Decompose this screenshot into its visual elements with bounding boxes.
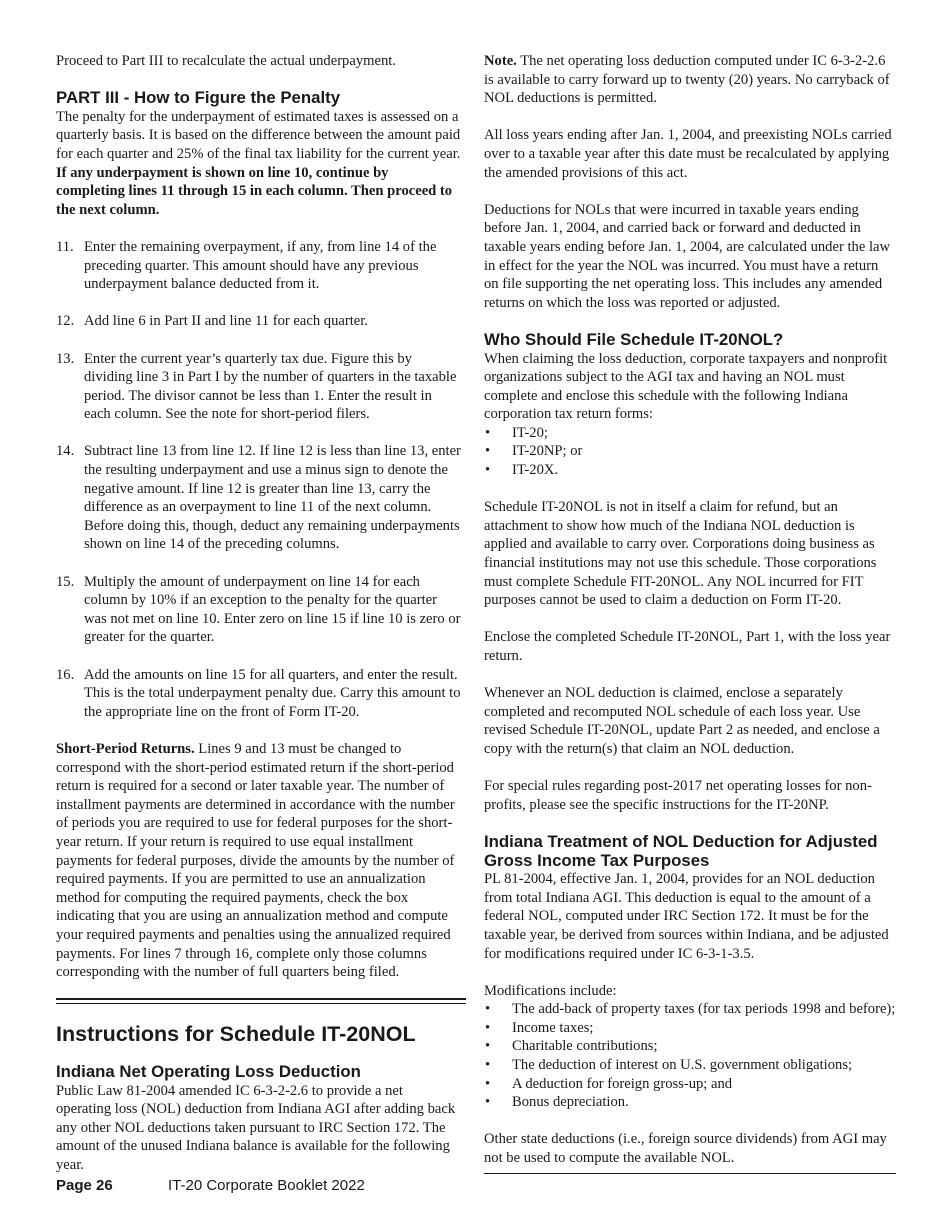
step-item: 15. Multiply the amount of underpayment on line 14 for each column by 10% if an exception to the penalty for the quarter was not met on line 10. Enter zero on line 15 if line 10 is zero or greater for the quarter. [56,573,461,646]
nol-instructions-section [56,1021,461,1175]
who-should-file-paragraph: When claiming the loss deduction, corporate taxpayers and nonprofit organizations subject to the AGI tax and having an NOL must complete and enclose this schedule with the following Indiana corporation tax return forms: [484,350,888,423]
step-list [56,238,461,721]
list-item: • A deduction for foreign gross-up; and [485,1075,733,1092]
form-list [484,424,896,480]
nol-heading: Indiana Net Operating Loss Deduction [56,1062,361,1081]
whenever-paragraph: Whenever an NOL deduction is claimed, enclose a separately completed and recomputed NOL schedule of each loss year. Use revised Schedule IT-20NOL, update Part 2 as needed, and enclose a copy with the return(s) that claim an NOL deduction. [484,685,880,757]
note-lead: Note. [484,53,517,69]
short-period-lead: Short-Period Returns. [56,740,195,757]
list-item: • Charitable contributions; [485,1038,658,1055]
left-column [56,52,461,982]
short-period-paragraph: Short-Period Returns. Lines 9 and 13 must be changed to correspond with the short-period estimated return if the short-period return is required for a second or later taxable year. The number of installment payments are determined in accordance with the number of periods you are required to use for federal purposes for the short-year return. If your return is required to use equal installment payments for federal purposes, divide the amounts by the number of required payments. If you are permitted to use an annualization method for computing the required payments, check the box indicating that you are using an annualization method and compute your required payments and penalties using the annualized required payments. For lines 7 through 16, complete only those columns corresponding with the number of full quarters being filed. [56,740,455,981]
page-footer [56,1177,365,1195]
list-item: • Income taxes; [485,1019,594,1036]
schedule-paragraph: Schedule IT-20NOL is not in itself a claim for refund, but an attachment to show how much of the Indiana NOL deduction is applied and available to carry over. Corporations doing business as financial institutions may not use this schedule. Those corporations must complete Schedule FIT-20NOL. Any NOL incurred for FIT purposes cannot be used to claim a deduction on Form IT-20. [484,499,877,609]
intro-text: Proceed to Part III to recalculate the actual underpayment. [56,53,396,69]
who-should-file-heading: Who Should File Schedule IT-20NOL? [484,329,784,349]
deductions-paragraph: Deductions for NOLs that were incurred in taxable years ending before Jan. 1, 2004, and carried back or forward and deducted in taxable years ending before Jan. 1, 2004, are calculated under the law in effect for the year the NOL was incurred. You must have a return on file supporting the net operating loss. This includes any amended returns on which the loss was reported or adjusted. [484,201,891,311]
list-item: • IT-20NP; or [485,443,583,460]
page-number: Page 26 [56,1177,113,1194]
footer-rule [484,1173,896,1174]
part3-paragraph: The penalty for the underpayment of estimated taxes is assessed on a quarterly basis. It is based on the difference between the amount paid for each quarter and 25% of the final tax liability for the current year. If any underpayment is shown on line 10, continue by completing lines 11 through 15 in each column. Then proceed to the next column. [56,108,461,218]
step-item: 13. Enter the current year’s quarterly tax due. Figure this by dividing line 3 in Part I by the number of quarters in the taxable period. The divisor cannot be less than 1. Enter the result in each column. See the note for short-period filers. [56,350,457,423]
enclose-paragraph: Enclose the completed Schedule IT-20NOL, Part 1, with the loss year return. [484,629,891,664]
loss-years-paragraph: All loss years ending after Jan. 1, 2004, and preexisting NOLs carried over to a taxable year after this date must be recalculated by applying the amended provisions of this act. [484,127,892,181]
modifications-intro: Modifications include: [484,982,617,999]
nol-paragraph: Public Law 81-2004 amended IC 6-3-2-2.6 to provide a net operating loss (NOL) deduction from Indiana AGI after adding back any other NOL deductions taken pursuant to IRC Section 172. The amount of the unused Indiana balance is available for the following year. [56,1082,456,1173]
step-item: 11. Enter the remaining overpayment, if any, from line 14 of the preceding quarter. This amount should have any previous underpayment balance deducted from it. [56,238,437,293]
instructions-title: Instructions for Schedule IT-20NOL [56,1022,416,1046]
part3-heading: PART III - How to Figure the Penalty [56,88,341,108]
section-divider [56,998,466,1004]
list-item: • IT-20X. [485,462,559,479]
modifications-list [484,1000,896,1112]
list-item: • Bonus depreciation. [485,1094,629,1111]
note-paragraph: Note. The net operating loss deduction computed under IC 6-3-2-2.6 is available to carry forward up to twenty (20) years. No carryback of NOL deductions is permitted. [484,53,890,107]
list-item: • The add-back of property taxes (for tax periods 1998 and before); [485,1001,896,1018]
part3-bold-instruction: If any underpayment is shown on line 10, continue by completing lines 11 through 15 in each column. Then proceed to the next column. [56,164,453,218]
other-deductions-paragraph: Other state deductions (i.e., foreign source dividends) from AGI may not be used to compute the available NOL. [484,1131,887,1167]
treatment-paragraph: PL 81-2004, effective Jan. 1, 2004, provides for an NOL deduction from total Indiana AGI. This deduction is equal to the amount of a federal NOL, computed under IRC Section 172. It must be for the taxable year, be derived from sources within Indiana, and be adjusted for modifications required under IC 6-3-1-3.5. [484,871,889,962]
list-item: • The deduction of interest on U.S. government obligations; [485,1057,853,1074]
step-item: 16. Add the amounts on line 15 for all quarters, and enter the result. This is the total underpayment penalty due. Carry this amount to the appropriate line on the front of Form IT-20. [56,666,461,720]
treatment-heading: Indiana Treatment of NOL Deduction for Adjusted Gross Income Tax Purposes [484,831,878,870]
step-item: 14. Subtract line 13 from line 12. If line 12 is less than line 13, enter the resulting underpayment and use a minus sign to denote the negative amount. If line 12 is greater than line 13, carry the difference as an overpayment to line 11 of the next column. Before doing this, though, deduct any remaining underpayments shown on line 14 of the preceding columns. [56,443,461,553]
right-column [484,52,896,1168]
list-item: • IT-20; [485,424,548,441]
booklet-title: IT-20 Corporate Booklet 2022 [168,1177,365,1194]
step-item: 12. Add line 6 in Part II and line 11 for each quarter. [56,313,368,330]
special-rules-paragraph: For special rules regarding post-2017 net operating losses for non-profits, please see the specific instructions for the IT-20NP. [484,778,872,813]
